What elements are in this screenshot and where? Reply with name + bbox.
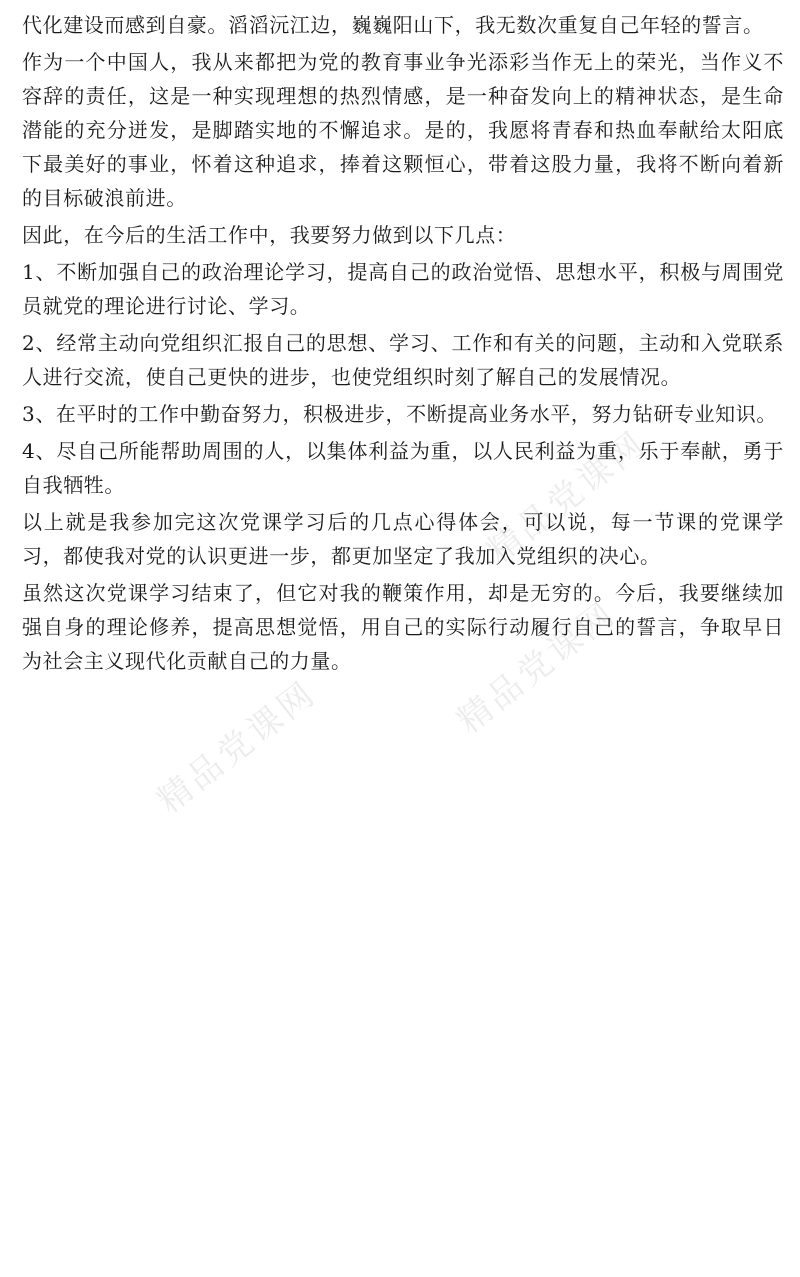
list-item: 2、经常主动向党组织汇报自己的思想、学习、工作和有关的问题，主动和入党联系人进行交流，使自己更快的进步，也使党组织时刻了解自己的发展情况。 xyxy=(22,331,784,389)
watermark: 精品党课网 xyxy=(149,673,325,822)
paragraph: 作为一个中国人，我从来都把为党的教育事业争光添彩当作无上的荣光，当作义不容辞的责任，这是一种实现理想的热烈情感，是一种奋发向上的精神状态，是生命潜能的充分迸发，是脚踏实地的不懈追求。是的，我愿将青春和热血奉献给太阳底下最美好的事业，怀着这种追求，捧着这颗恒心，带着这股力量，我将不断向着新的目标破浪前进。 xyxy=(22,50,784,210)
watermark: 精品党课网 xyxy=(449,593,625,742)
list-item: 3、在平时的工作中勤奋努力，积极进步，不断提高业务水平，努力钻研专业知识。 xyxy=(22,402,777,426)
paragraph: 代化建设而感到自豪。滔滔沅江边，巍巍阳山下，我无数次重复自己年轻的誓言。 xyxy=(22,13,764,37)
paragraph: 因此，在今后的生活工作中，我要努力做到以下几点： xyxy=(22,223,517,247)
list-item: 4、尽自己所能帮助周围的人，以集体利益为重，以人民利益为重，乐于奉献，勇于自我牺牲。 xyxy=(22,439,784,497)
document-body xyxy=(22,8,784,678)
watermark: 精品党课网 xyxy=(479,423,655,572)
paragraph: 以上就是我参加完这次党课学习后的几点心得体会，可以说，每一节课的党课学习，都使我对党的认识更进一步，都更加坚定了我加入党组织的决心。 xyxy=(22,510,784,568)
list-item: 1、不断加强自己的政治理论学习，提高自己的政治觉悟、思想水平，积极与周围党员就党的理论进行讨论、学习。 xyxy=(22,260,784,318)
paragraph: 虽然这次党课学习结束了，但它对我的鞭策作用，却是无穷的。今后，我要继续加强自身的理论修养，提高思想觉悟，用自己的实际行动履行自己的誓言，争取早日为社会主义现代化贡献自己的力量。 xyxy=(22,581,784,673)
